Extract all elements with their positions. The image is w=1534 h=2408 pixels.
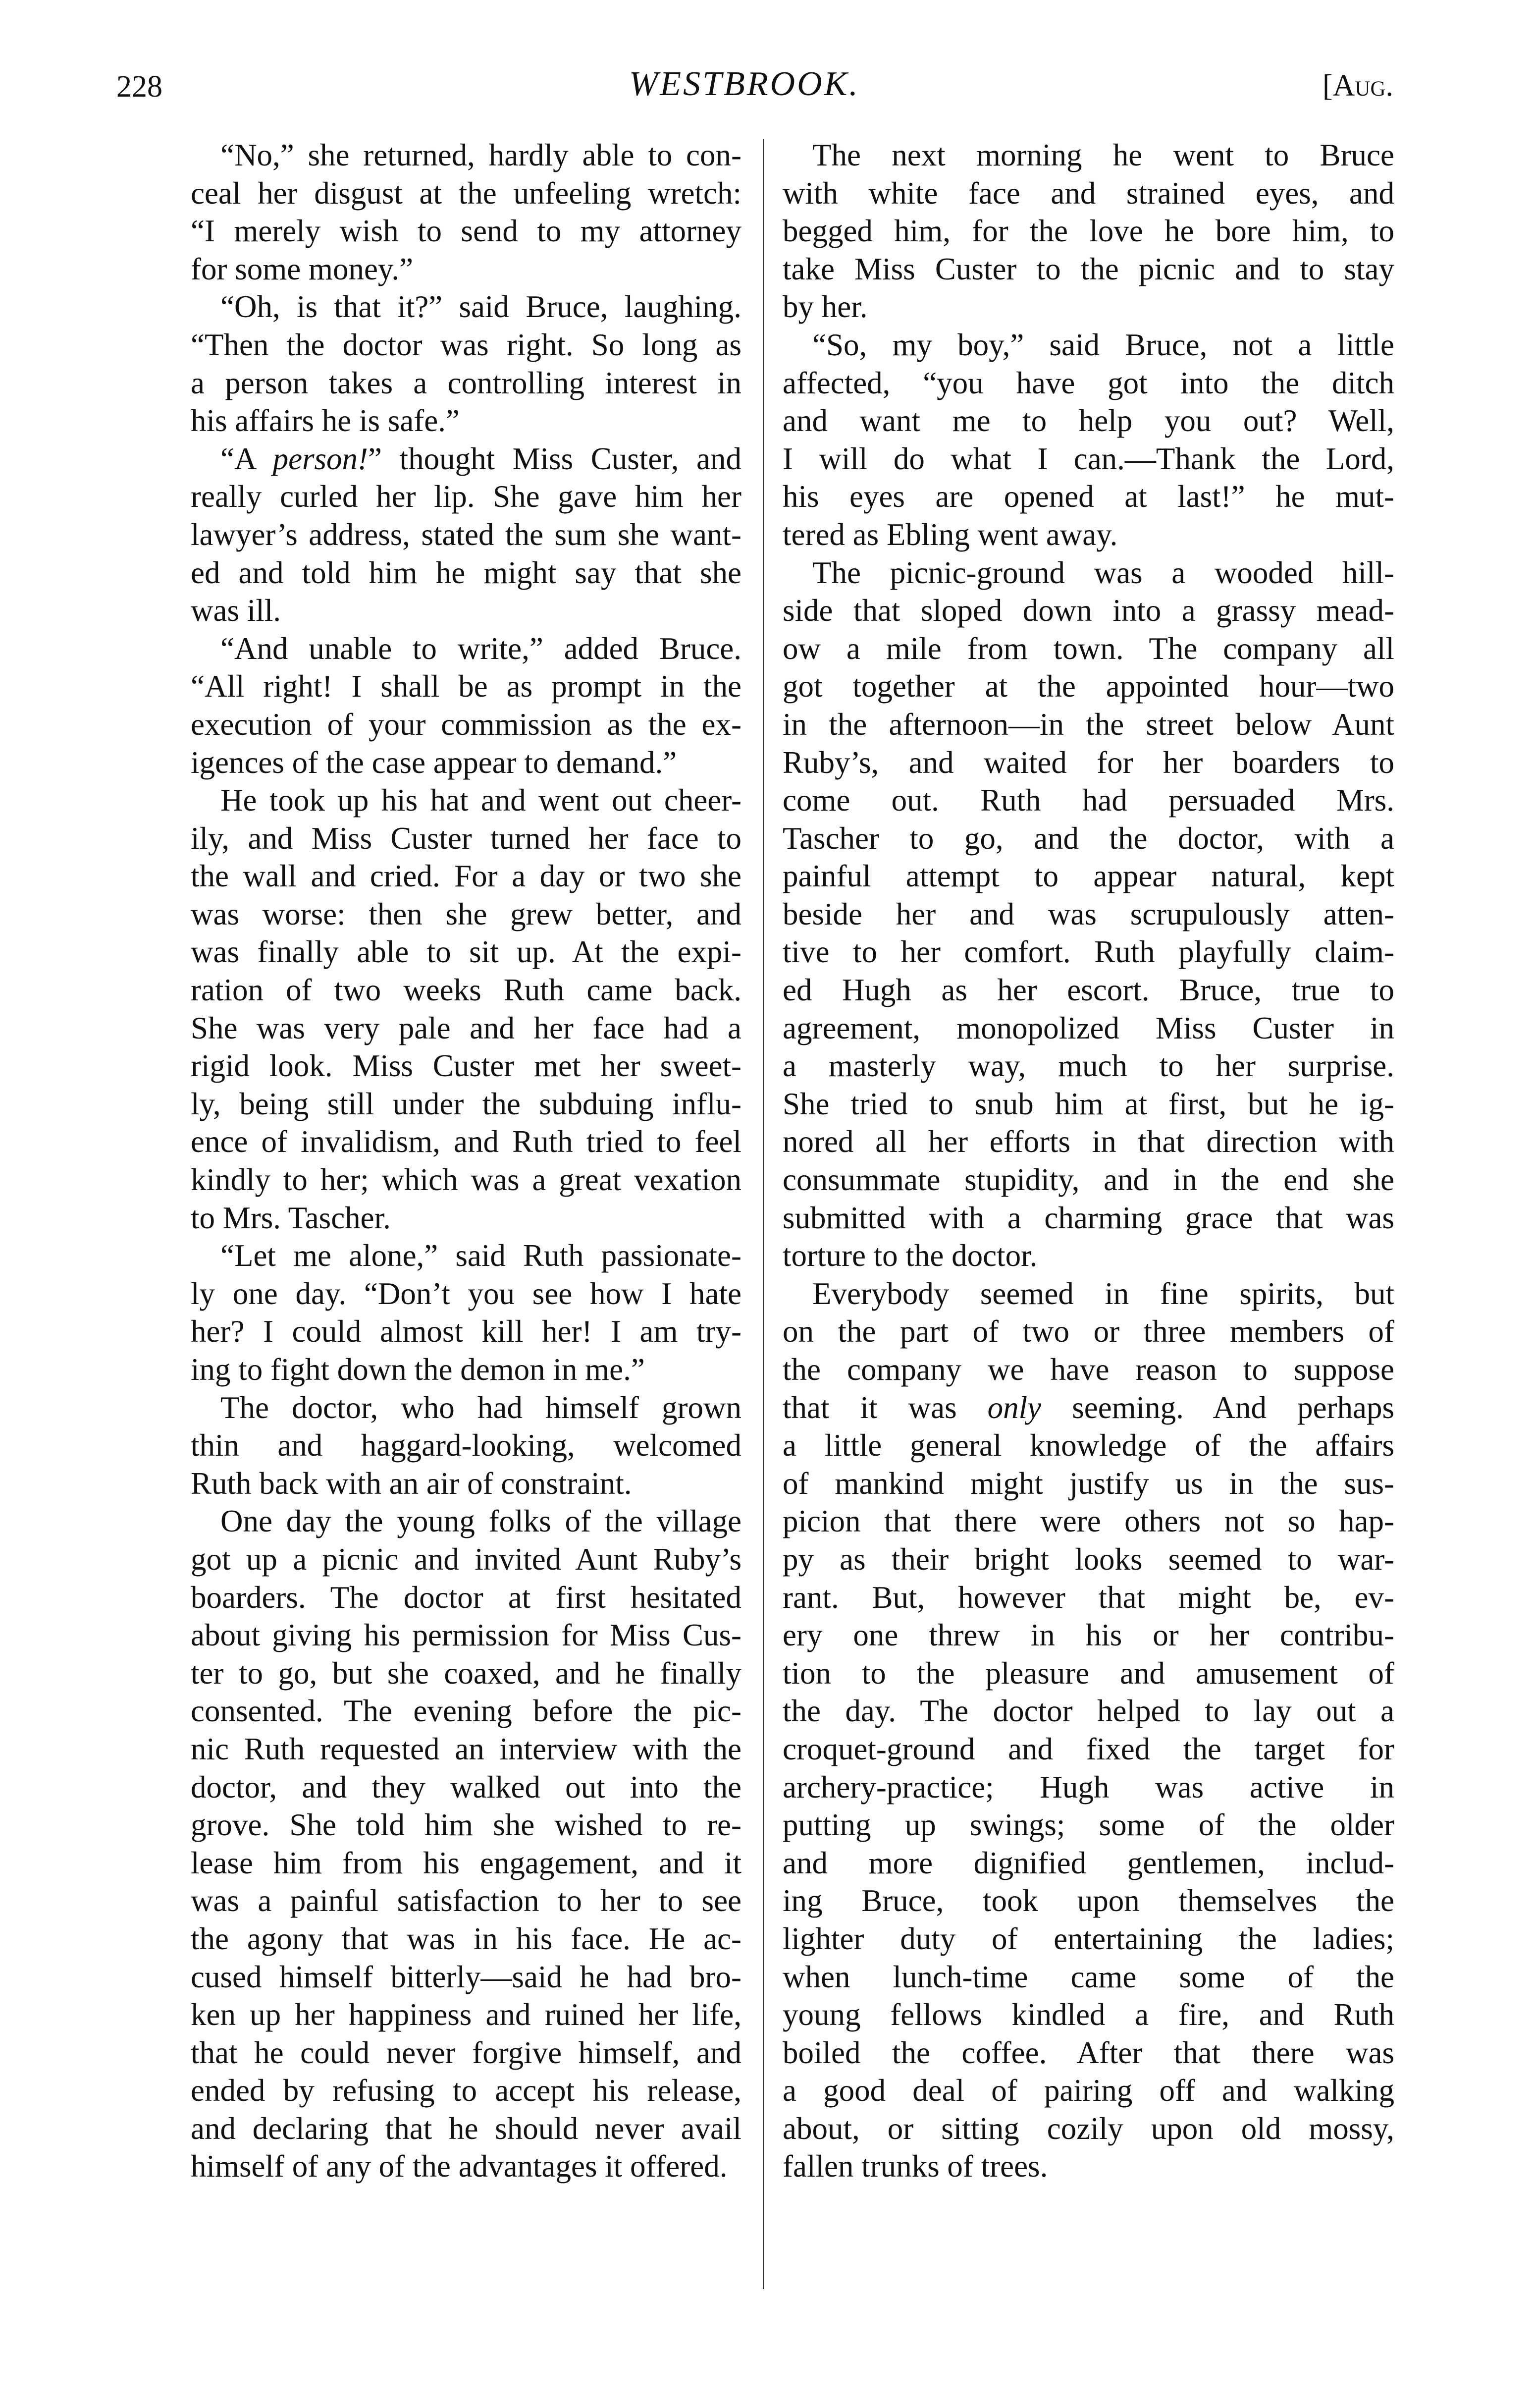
text-line: that he could never forgive himself, and bbox=[191, 2035, 741, 2070]
text-line: igences of the case appear to demand.” bbox=[191, 745, 677, 780]
text-line: that it was only seeming. And perhaps bbox=[783, 1390, 1394, 1425]
text-line: “All right! I shall be as prompt in the bbox=[191, 669, 741, 704]
text-line: the company we have reason to suppose bbox=[783, 1352, 1394, 1387]
text-line: lawyer’s address, stated the sum she want- bbox=[191, 517, 741, 552]
text-line: thin and haggard-looking, welcomed bbox=[191, 1428, 741, 1463]
running-header bbox=[0, 64, 1534, 119]
text-line: tive to her comfort. Ruth playfully claim- bbox=[783, 934, 1394, 970]
text-line: submitted with a charming grace that was bbox=[783, 1200, 1394, 1235]
text-line: by her. bbox=[783, 289, 868, 325]
text-line: ing to fight down the demon in me.” bbox=[191, 1352, 645, 1387]
text-line: and more dignified gentlemen, includ- bbox=[783, 1845, 1394, 1880]
text-line: begged him, for the love he bore him, to bbox=[783, 214, 1394, 249]
text-line: lease him from his engagement, and it bbox=[191, 1845, 741, 1880]
text-line: the agony that was in his face. He ac- bbox=[191, 1921, 741, 1956]
text-line: archery-practice; Hugh was active in bbox=[783, 1769, 1394, 1805]
text-line: his affairs he is safe.” bbox=[191, 403, 460, 438]
text-line: “Oh, is that it?” said Bruce, laughing. bbox=[220, 289, 741, 325]
text-line: beside her and was scrupulously atten- bbox=[783, 896, 1394, 931]
text-line: come out. Ruth had persuaded Mrs. bbox=[783, 783, 1394, 818]
right-column bbox=[783, 136, 1394, 2186]
text-line: agreement, monopolized Miss Custer in bbox=[783, 1010, 1394, 1045]
text-line: side that sloped down into a grassy mead- bbox=[783, 593, 1394, 628]
text-line: about giving his permission for Miss Cus- bbox=[191, 1618, 741, 1653]
issue-month: [Aug. bbox=[1322, 69, 1394, 103]
text-line: lighter duty of entertaining the ladies; bbox=[783, 1921, 1394, 1956]
text-line: was a painful satisfaction to her to see bbox=[191, 1883, 741, 1918]
text-line: doctor, and they walked out into the bbox=[191, 1769, 741, 1805]
text-line: nored all her efforts in that direction with bbox=[783, 1124, 1394, 1159]
text-line: “A person!” thought Miss Custer, and bbox=[220, 441, 742, 476]
text-line: a good deal of pairing off and walking bbox=[783, 2073, 1394, 2108]
text-line: “So, my boy,” said Bruce, not a little bbox=[812, 327, 1394, 362]
text-line: affected, “you have got into the ditch bbox=[783, 365, 1394, 400]
text-line: ily, and Miss Custer turned her face to bbox=[191, 821, 741, 856]
text-line: and want me to help you out? Well, bbox=[783, 403, 1394, 438]
text-line: She was very pale and her face had a bbox=[191, 1010, 741, 1045]
text-line: a person takes a controlling interest in bbox=[191, 365, 741, 400]
text-line: The next morning he went to Bruce bbox=[812, 138, 1394, 172]
text-line: consummate stupidity, and in the end she bbox=[783, 1162, 1394, 1198]
text-line: ly, being still under the subduing influ- bbox=[191, 1086, 741, 1121]
text-line: ly one day. “Don’t you see how I hate bbox=[191, 1276, 741, 1311]
text-line: picion that there were others not so hap- bbox=[783, 1504, 1394, 1539]
text-line: ter to go, but she coaxed, and he finally bbox=[191, 1655, 741, 1691]
text-line: to Mrs. Tascher. bbox=[191, 1200, 391, 1235]
text-line: the day. The doctor helped to lay out a bbox=[783, 1694, 1394, 1729]
text-line: Ruth back with an air of constraint. bbox=[191, 1466, 632, 1501]
text-line: ceal her disgust at the unfeeling wretch: bbox=[191, 175, 741, 211]
text-line: on the part of two or three members of bbox=[783, 1314, 1394, 1349]
text-line: ration of two weeks Ruth came back. bbox=[191, 973, 741, 1008]
text-line: kindly to her; which was a great vexation bbox=[191, 1162, 741, 1198]
italic-emphasis: person! bbox=[272, 441, 369, 476]
italic-emphasis: only bbox=[987, 1390, 1042, 1425]
text-line: ed Hugh as her escort. Bruce, true to bbox=[783, 973, 1394, 1008]
text-line: when lunch-time came some of the bbox=[783, 1959, 1394, 1994]
column-divider bbox=[763, 139, 764, 2289]
text-line: ery one threw in his or her contribu- bbox=[783, 1618, 1394, 1653]
text-line: boarders. The doctor at first hesitated bbox=[191, 1580, 741, 1615]
page-number: 228 bbox=[116, 70, 162, 104]
text-line: Tascher to go, and the doctor, with a bbox=[783, 821, 1394, 856]
text-line: torture to the doctor. bbox=[783, 1238, 1038, 1273]
text-line: was ill. bbox=[191, 593, 281, 628]
text-line: putting up swings; some of the older bbox=[783, 1807, 1394, 1843]
left-column bbox=[191, 136, 741, 2186]
text-line: “And unable to write,” added Bruce. bbox=[220, 631, 741, 666]
text-line: He took up his hat and went out cheer- bbox=[220, 783, 741, 818]
text-line: “I merely wish to send to my attorney bbox=[191, 214, 741, 249]
text-line: She tried to snub him at first, but he ig- bbox=[783, 1086, 1394, 1121]
text-line: her? I could almost kill her! I am try- bbox=[191, 1314, 741, 1349]
text-line: py as their bright looks seemed to war- bbox=[783, 1541, 1394, 1577]
text-line: ed and told him he might say that she bbox=[191, 555, 741, 590]
text-line: himself of any of the advantages it offered. bbox=[191, 2149, 728, 2184]
text-line: and declaring that he should never avail bbox=[191, 2111, 741, 2146]
text-line: take Miss Custer to the picnic and to stay bbox=[783, 251, 1394, 286]
text-line: a little general knowledge of the affairs bbox=[783, 1428, 1394, 1463]
text-line: rant. But, however that might be, ev- bbox=[783, 1580, 1394, 1615]
text-line: fallen trunks of trees. bbox=[783, 2149, 1048, 2184]
text-line: in the afternoon—in the street below Aunt bbox=[783, 707, 1394, 742]
text-line: boiled the coffee. After that there was bbox=[783, 2035, 1394, 2070]
text-line: a masterly way, much to her surprise. bbox=[783, 1048, 1394, 1084]
text-line: for some money.” bbox=[191, 251, 414, 286]
text-line: The picnic-ground was a wooded hill- bbox=[812, 555, 1394, 590]
text-line: really curled her lip. She gave him her bbox=[191, 479, 741, 514]
text-line: grove. She told him she wished to re- bbox=[191, 1807, 741, 1843]
running-title: WESTBROOK. bbox=[629, 65, 860, 103]
text-line: with white face and strained eyes, and bbox=[783, 175, 1394, 211]
text-line: tion to the pleasure and amusement of bbox=[783, 1655, 1394, 1691]
text-line: was finally able to sit up. At the expi- bbox=[191, 934, 741, 970]
text-line: painful attempt to appear natural, kept bbox=[783, 859, 1394, 894]
text-line: I will do what I can.—Thank the Lord, bbox=[783, 441, 1394, 476]
text-line: got together at the appointed hour—two bbox=[783, 669, 1394, 704]
text-line: One day the young folks of the village bbox=[220, 1504, 741, 1539]
text-line: ence of invalidism, and Ruth tried to feel bbox=[191, 1124, 741, 1159]
text-line: “No,” she returned, hardly able to con- bbox=[220, 138, 741, 172]
text-line: execution of your commission as the ex- bbox=[191, 707, 741, 742]
text-line: young fellows kindled a fire, and Ruth bbox=[783, 1997, 1394, 2032]
text-line: got up a picnic and invited Aunt Ruby’s bbox=[191, 1541, 741, 1577]
text-line: about, or sitting cozily upon old mossy, bbox=[783, 2111, 1394, 2146]
text-line: ing Bruce, took upon themselves the bbox=[783, 1883, 1394, 1918]
text-line: ow a mile from town. The company all bbox=[783, 631, 1394, 666]
text-line: The doctor, who had himself grown bbox=[220, 1390, 741, 1425]
text-line: tered as Ebling went away. bbox=[783, 517, 1118, 552]
text-line: Ruby’s, and waited for her boarders to bbox=[783, 745, 1394, 780]
text-line: the wall and cried. For a day or two she bbox=[191, 859, 741, 894]
text-line: ended by refusing to accept his release, bbox=[191, 2073, 741, 2108]
text-line: rigid look. Miss Custer met her sweet- bbox=[191, 1048, 741, 1084]
text-line: was worse: then she grew better, and bbox=[191, 896, 741, 931]
text-line: croquet-ground and fixed the target for bbox=[783, 1731, 1394, 1766]
text-line: cused himself bitterly—said he had bro- bbox=[191, 1959, 741, 1994]
text-line: consented. The evening before the pic- bbox=[191, 1694, 741, 1729]
text-line: his eyes are opened at last!” he mut- bbox=[783, 479, 1394, 514]
text-line: “Then the doctor was right. So long as bbox=[191, 327, 741, 362]
text-line: Everybody seemed in fine spirits, but bbox=[812, 1276, 1394, 1311]
text-line: nic Ruth requested an interview with the bbox=[191, 1731, 741, 1766]
text-line: of mankind might justify us in the sus- bbox=[783, 1466, 1394, 1501]
text-line: ken up her happiness and ruined her life, bbox=[191, 1997, 741, 2032]
text-line: “Let me alone,” said Ruth passionate- bbox=[220, 1238, 741, 1273]
